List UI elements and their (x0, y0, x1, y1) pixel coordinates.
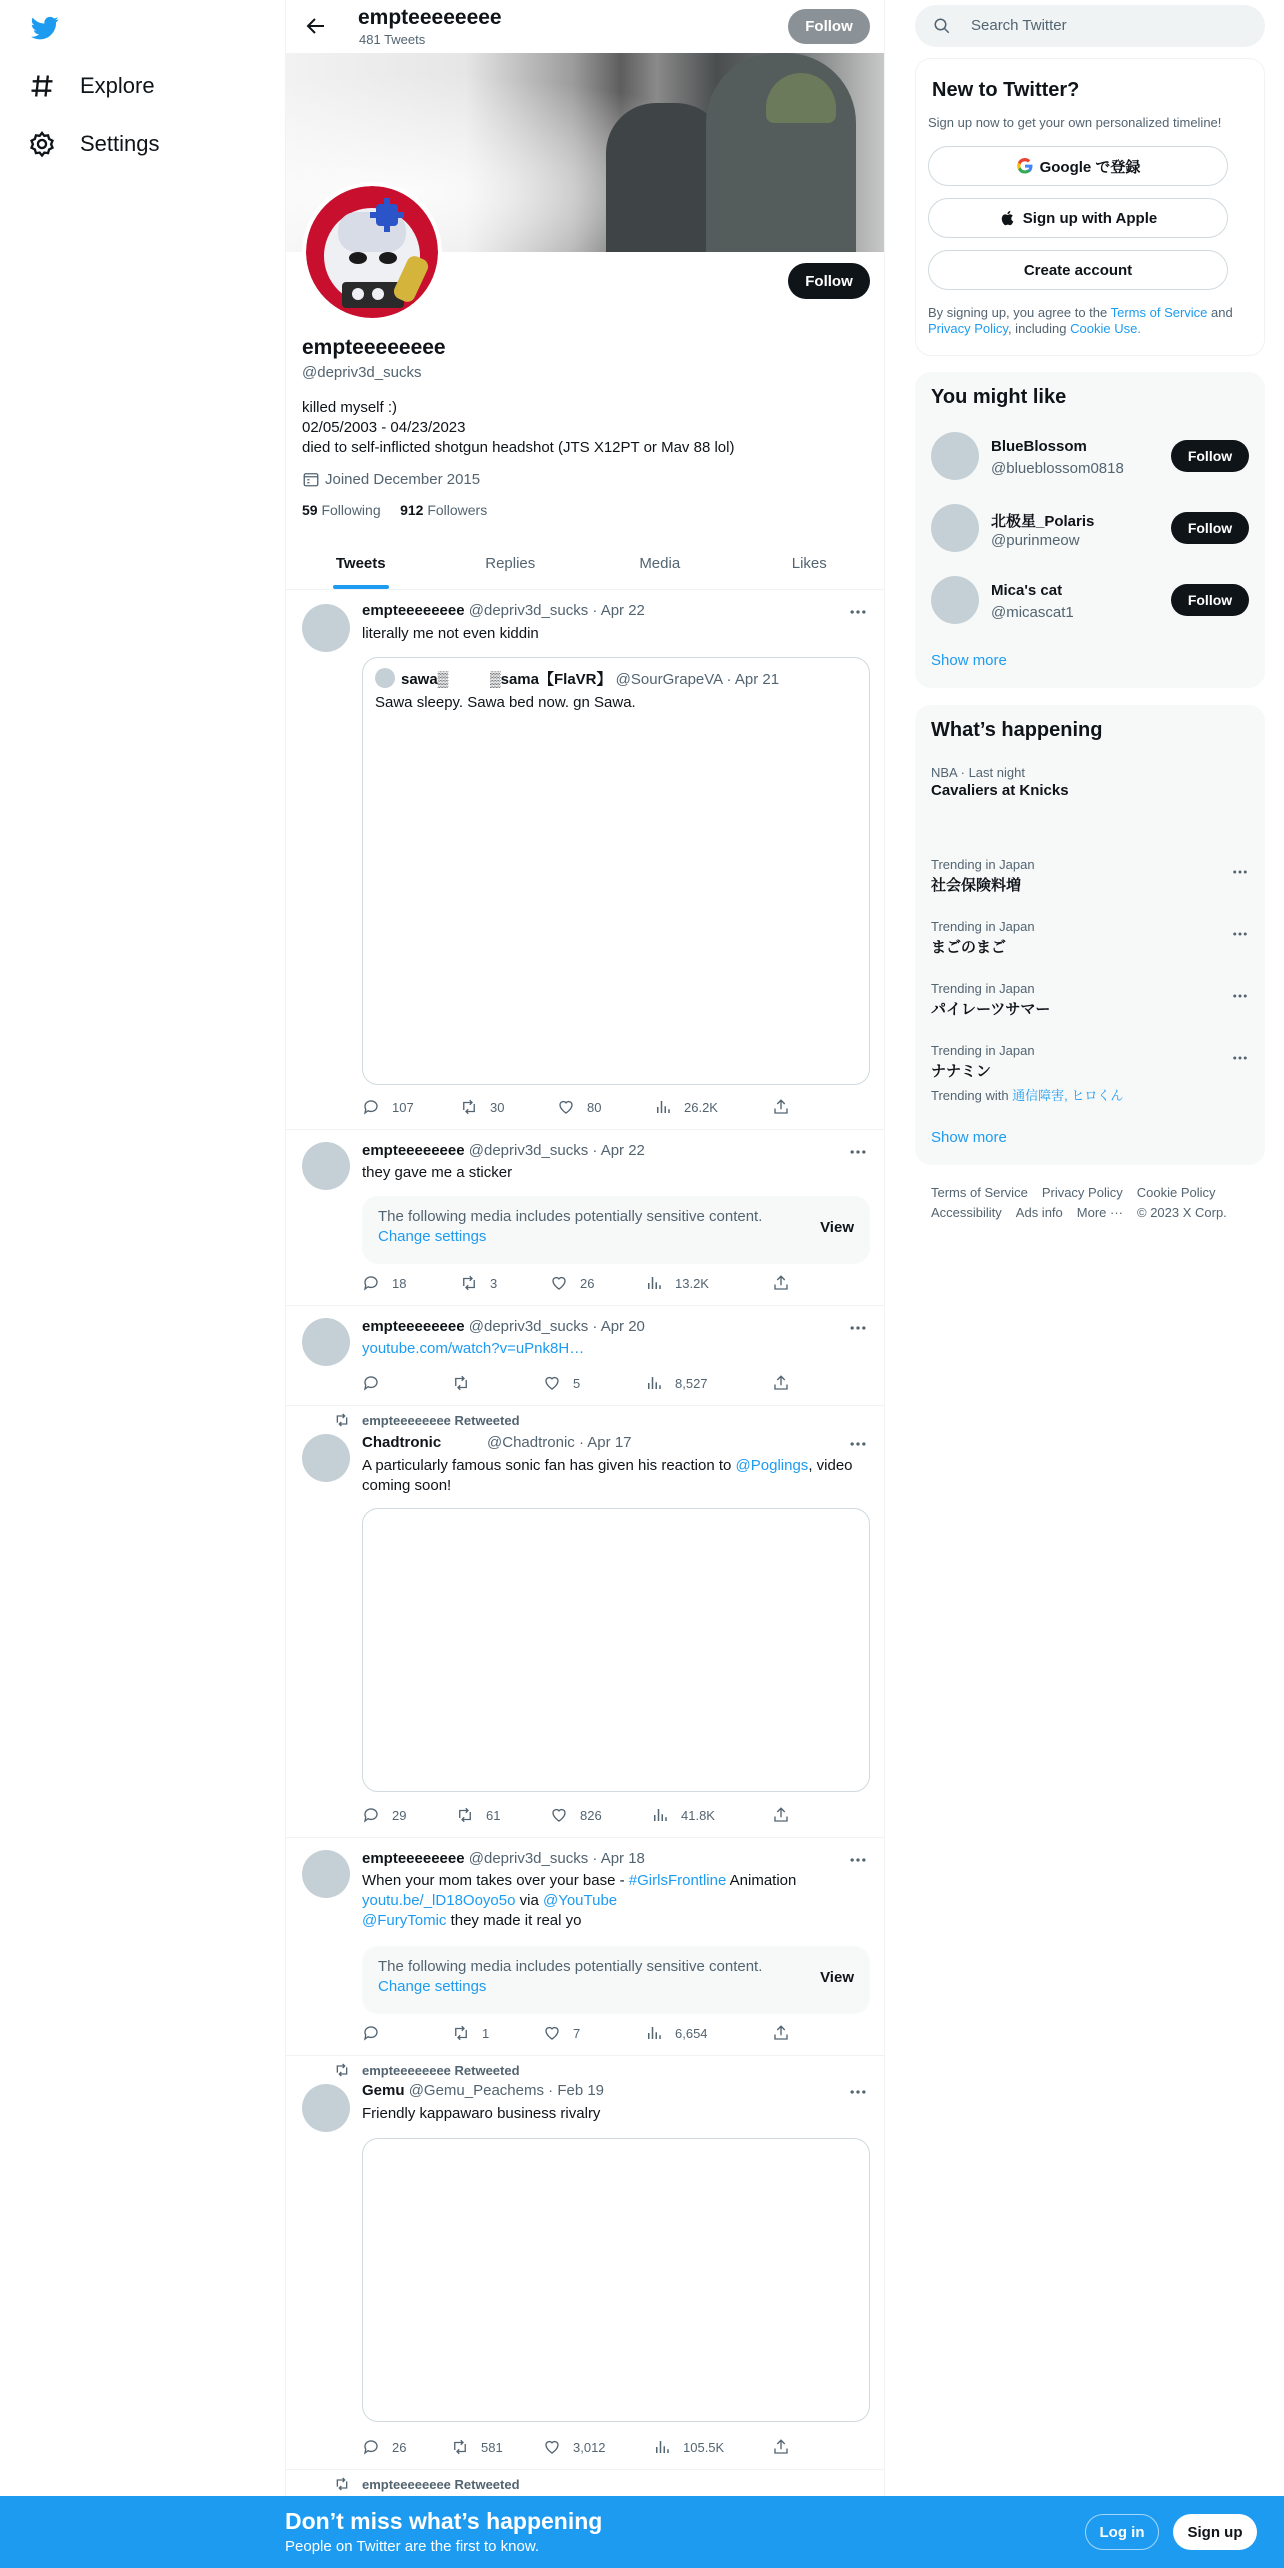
bio-line: killed myself :) (302, 399, 398, 416)
share-button[interactable] (772, 1374, 802, 1392)
more-icon[interactable] (848, 2082, 868, 2102)
retweet-button[interactable]: 3 (460, 1274, 497, 1292)
nav-explore-label: Explore (80, 73, 155, 98)
view-button[interactable]: View (820, 1219, 854, 1236)
tweet-text: Friendly kappawaro business rivalry (362, 2105, 601, 2122)
suggested-user-name: Mica's cat (991, 582, 1063, 599)
tweet[interactable] (286, 1130, 884, 1306)
tweet-actions (362, 1274, 802, 1294)
views-chart-icon (654, 1098, 672, 1116)
mention-link[interactable]: @Poglings (735, 1457, 809, 1474)
retweet-button[interactable]: 1 (452, 2024, 489, 2042)
avatar[interactable] (302, 2084, 350, 2132)
trend-name: ナナミン (931, 1063, 992, 1080)
author-handle[interactable]: @depriv3d_sucks (468, 602, 589, 619)
create-account-button[interactable]: Create account (928, 250, 1228, 290)
profile-handle: @depriv3d_sucks (302, 364, 422, 381)
following-link[interactable]: 59 Following (302, 502, 381, 518)
share-button[interactable] (772, 1274, 802, 1292)
media-attachment[interactable] (362, 2138, 870, 2422)
header-tweet-count: 481 Tweets (359, 32, 426, 47)
tab-media[interactable]: Media (639, 554, 681, 572)
trend-context: Trending in Japan (931, 981, 1035, 996)
trend-with-links[interactable]: 通信障害, ヒロくん (1012, 1088, 1124, 1103)
author-handle[interactable]: @depriv3d_sucks (468, 1318, 589, 1335)
reply-icon (362, 1274, 380, 1292)
profile-tabs (286, 537, 884, 590)
terms-link[interactable]: Terms of Service (1110, 305, 1208, 320)
author-handle[interactable]: @Chadtronic (487, 1434, 575, 1451)
share-icon (772, 1274, 790, 1292)
views-button[interactable]: 13.2K (645, 1274, 709, 1292)
trend-item[interactable] (931, 857, 1249, 895)
twitter-bird-icon[interactable] (28, 14, 62, 42)
tweet[interactable] (286, 1306, 884, 1406)
like-button[interactable]: 826 (550, 1806, 602, 1824)
nav-settings-label: Settings (80, 131, 160, 156)
login-button[interactable]: Log in (1085, 2514, 1159, 2550)
reply-icon (362, 2438, 380, 2456)
share-icon (772, 1374, 790, 1392)
show-more-link[interactable]: Show more (931, 652, 1007, 669)
avatar[interactable] (931, 432, 979, 480)
avatar[interactable] (302, 604, 350, 652)
views-chart-icon (645, 1374, 663, 1392)
views-button[interactable]: 105.5K (653, 2438, 724, 2456)
mention-link[interactable]: @FuryTomic (362, 1912, 447, 1929)
nav-explore[interactable] (28, 66, 155, 106)
show-more-link[interactable]: Show more (931, 1129, 1007, 1146)
more-icon[interactable] (848, 1142, 868, 1162)
tweet-date[interactable]: · Apr 20 (592, 1318, 645, 1335)
search-box[interactable] (915, 5, 1265, 47)
bio-line: 02/05/2003 - 04/23/2023 (302, 419, 466, 436)
trends-title: What’s happening (931, 719, 1103, 741)
signup-button[interactable]: Sign up (1173, 2514, 1257, 2550)
share-button[interactable] (772, 1098, 802, 1116)
sensitive-text: The following media includes potentially sensitive content. (378, 1208, 763, 1225)
retweet-icon (334, 1412, 350, 1428)
author-name[interactable]: empteeeeeeee (362, 1142, 465, 1159)
apple-icon (999, 209, 1017, 227)
reply-button[interactable] (362, 2024, 392, 2042)
heart-icon (557, 1098, 575, 1116)
nav-settings[interactable] (28, 124, 160, 164)
bottom-bar-title: Don’t miss what’s happening (285, 2508, 603, 2534)
footer-links (931, 1183, 1251, 1223)
retweeted-by: empteeeeeeee Retweeted (334, 1412, 520, 1428)
avatar[interactable] (302, 1318, 350, 1366)
reply-icon (362, 2024, 380, 2042)
suggested-user-handle: @micascat1 (991, 604, 1074, 621)
like-button[interactable]: 26 (550, 1274, 594, 1292)
trend-item[interactable] (931, 919, 1249, 957)
trend-context: Trending in Japan (931, 1043, 1035, 1058)
retweet-icon (456, 1806, 474, 1824)
views-chart-icon (645, 2024, 663, 2042)
retweet-button[interactable]: 61 (456, 1806, 500, 1824)
copyright: © 2023 X Corp. (1137, 1205, 1227, 1220)
trend-name: まごのまご (931, 939, 1007, 956)
new-title: New to Twitter? (932, 79, 1080, 101)
share-icon (772, 1098, 790, 1116)
change-settings-link[interactable]: Change settings (378, 1978, 487, 1995)
tab-replies[interactable]: Replies (485, 554, 536, 572)
trend-context: Trending in Japan (931, 919, 1035, 934)
footer-link[interactable]: Accessibility (931, 1205, 1002, 1220)
views-button[interactable]: 6,654 (645, 2024, 708, 2042)
tweet-date[interactable]: · Apr 18 (592, 1850, 645, 1867)
profile-column (285, 0, 885, 2568)
reply-icon (362, 1098, 380, 1116)
more-icon[interactable] (848, 1434, 868, 1454)
left-nav (0, 0, 285, 2568)
trend-name: パイレーツサマー (931, 1001, 1051, 1018)
sensitive-media-warning (362, 1196, 870, 1264)
suggested-user-name: BlueBlossom (991, 438, 1087, 455)
legal-text: By signing up, you agree to the Terms of Service and Privacy Policy, including Cookie Use. (928, 305, 1233, 336)
trend-item[interactable] (931, 765, 1249, 799)
youtube-link[interactable]: youtu.be/_lD18Ooyo5o (362, 1892, 516, 1909)
profile-bio (302, 398, 734, 458)
reply-icon (362, 1806, 380, 1824)
share-button[interactable] (772, 2024, 802, 2042)
heart-icon (543, 2024, 561, 2042)
reply-button[interactable] (362, 1374, 392, 1392)
tweet-date[interactable]: · Feb 19 (548, 2082, 605, 2099)
calendar-icon (302, 470, 320, 488)
reply-button[interactable]: 29 (362, 1806, 406, 1824)
tweet-text (362, 1339, 870, 1359)
wtf-title: You might like (931, 386, 1067, 408)
new-subtitle: Sign up now to get your own personalized timeline! (928, 115, 1222, 130)
views-button[interactable]: 8,527 (645, 1374, 708, 1392)
retweet-icon (460, 1274, 478, 1292)
joined-label: Joined December 2015 (325, 470, 481, 488)
avatar[interactable] (302, 1142, 350, 1190)
profile-header-bar (286, 0, 884, 53)
tweet[interactable] (286, 1838, 884, 2056)
tweet-text: When your mom takes over your base - #GirlsFrontline Animation youtu.be/_lD18Ooyo5o via @YouTube @FuryTomic they made it real yo (362, 1872, 797, 1929)
tweet-header (362, 1850, 645, 1867)
mention-link[interactable]: @YouTube (542, 1892, 618, 1909)
hashtag-icon (28, 72, 56, 100)
trend-item[interactable] (931, 981, 1249, 1019)
footer-link[interactable]: Ads info (1015, 1205, 1063, 1220)
suggested-user-handle: @purinmeow (991, 532, 1080, 549)
reply-icon (362, 1374, 380, 1392)
tweet-date[interactable]: · Apr 17 (578, 1434, 632, 1451)
tweet-header (362, 1142, 645, 1159)
retweeted-by: empteeeeeeee Retweeted (334, 2062, 520, 2078)
tweet-actions (362, 1374, 802, 1394)
retweeted-by: empteeeeeeee Retweeted (334, 2476, 520, 2492)
tweet-header (362, 2082, 604, 2099)
heart-icon (550, 1806, 568, 1824)
views-chart-icon (651, 1806, 669, 1824)
share-icon (772, 2024, 790, 2042)
tweet-actions (362, 1806, 802, 1826)
retweet-button[interactable] (452, 1374, 482, 1392)
quote-author-handle: @SourGrapeVA (615, 671, 723, 688)
tweet-header (362, 602, 645, 619)
trend-item[interactable] (931, 1043, 1249, 1104)
bio-line: died to self-inflicted shotgun headshot (JTS X12PT or Mav 88 lol) (302, 439, 735, 456)
quoted-tweet[interactable] (362, 657, 870, 1085)
footer-more[interactable]: More ··· (1076, 1205, 1123, 1220)
author-handle[interactable]: @depriv3d_sucks (468, 1850, 589, 1867)
sensitive-media-warning (362, 1946, 870, 2014)
follow-button[interactable]: Follow (1171, 512, 1249, 544)
more-icon[interactable] (1231, 1049, 1249, 1067)
header-follow-button[interactable]: Follow (788, 9, 870, 44)
more-icon[interactable] (848, 602, 868, 622)
more-icon[interactable] (1231, 987, 1249, 1005)
retweet-icon (451, 2438, 469, 2456)
suggested-user-handle: @blueblossom0818 (991, 460, 1124, 477)
author-name[interactable]: Gemu (362, 2082, 405, 2099)
more-icon[interactable] (1231, 925, 1249, 943)
share-button[interactable] (772, 2438, 802, 2456)
views-chart-icon (645, 1274, 663, 1292)
change-settings-link[interactable]: Change settings (378, 1228, 487, 1245)
sensitive-text: The following media includes potentially sensitive content. (378, 1958, 763, 1975)
retweet-button[interactable]: 30 (460, 1098, 504, 1116)
bottom-bar-subtitle: People on Twitter are the first to know. (285, 2538, 540, 2555)
search-icon (933, 17, 951, 35)
tweet-date[interactable]: · Apr 22 (592, 1142, 645, 1159)
tweet-actions (362, 2438, 802, 2458)
trend-name: Cavaliers at Knicks (931, 782, 1069, 799)
google-icon (1016, 157, 1034, 175)
follow-button[interactable]: Follow (1171, 440, 1249, 472)
views-chart-icon (653, 2438, 671, 2456)
suggested-user-name: 北极星_Polaris (991, 513, 1095, 530)
tweet-header (362, 1434, 632, 1451)
author-name[interactable]: empteeeeeeee (362, 602, 465, 619)
like-button[interactable]: 5 (543, 1374, 580, 1392)
hashtag-link[interactable]: #GirlsFrontline (628, 1872, 727, 1889)
tab-tweets[interactable]: Tweets (286, 537, 436, 589)
author-name[interactable]: empteeeeeeee (362, 1318, 465, 1335)
profile-avatar[interactable] (302, 182, 442, 322)
tweet[interactable] (286, 590, 884, 1130)
retweet-icon (334, 2476, 350, 2492)
tweet-text: literally me not even kiddin (362, 625, 539, 642)
author-name[interactable]: empteeeeeeee (362, 1850, 465, 1867)
apple-signup-button[interactable]: Sign up with Apple (928, 198, 1228, 238)
tweet-actions (362, 1098, 802, 1118)
more-icon[interactable] (848, 1850, 868, 1870)
tweet-header (362, 1318, 645, 1335)
tweet[interactable] (286, 1406, 884, 1838)
author-handle[interactable]: @Gemu_Peachems (408, 2082, 544, 2099)
signup-bottom-bar (0, 2496, 1284, 2568)
tweet[interactable] (286, 2056, 884, 2470)
author-name[interactable]: Chadtronic (362, 1434, 442, 1451)
tweet-text: A particularly famous sonic fan has given his reaction to @Poglings, video coming soon! (362, 1457, 853, 1494)
quote-text: Sawa sleepy. Sawa bed now. gn Sawa. (375, 694, 636, 711)
profile-name: empteeeeeeee (302, 336, 446, 359)
tweet-date[interactable]: · Apr 22 (592, 602, 645, 619)
search-placeholder: Search Twitter (971, 17, 1067, 34)
author-handle[interactable]: @depriv3d_sucks (468, 1142, 589, 1159)
media-attachment[interactable] (362, 1508, 870, 1792)
share-button[interactable] (772, 1806, 802, 1824)
quote-header (401, 668, 779, 689)
more-icon[interactable] (1231, 863, 1249, 881)
quote-date: · Apr 21 (726, 671, 780, 688)
trend-context: Trending in Japan (931, 857, 1035, 872)
retweet-icon (452, 1374, 470, 1392)
retweet-icon (452, 2024, 470, 2042)
profile-stats (302, 502, 487, 518)
tweet-text: they gave me a sticker (362, 1164, 513, 1181)
gear-icon (28, 130, 56, 158)
like-button[interactable]: 80 (557, 1098, 601, 1116)
trend-context: NBA · Last night (931, 765, 1025, 780)
retweet-button[interactable]: 581 (451, 2438, 503, 2456)
new-to-twitter-panel (915, 58, 1265, 356)
youtube-link[interactable]: youtube.com/watch?v=uPnk8H… (362, 1340, 585, 1357)
quote-author-name: sawa▒ ▒sama【FlaVR】 (401, 671, 612, 688)
share-icon (772, 2438, 790, 2456)
heart-icon (543, 1374, 561, 1392)
follow-button[interactable]: Follow (1171, 584, 1249, 616)
footer-link[interactable]: Privacy Policy (1041, 1185, 1123, 1200)
avatar[interactable] (931, 504, 979, 552)
google-signup-button[interactable]: Google で登録 (928, 146, 1228, 186)
footer-link[interactable]: Terms of Service (931, 1185, 1028, 1200)
views-button[interactable]: 41.8K (651, 1806, 715, 1824)
suggested-user[interactable] (931, 570, 1249, 630)
like-button[interactable]: 3,012 (543, 2438, 606, 2456)
reply-button[interactable]: 107 (362, 1098, 414, 1116)
footer-link[interactable]: Cookie Policy (1136, 1185, 1216, 1200)
suggested-user[interactable] (931, 498, 1249, 558)
avatar[interactable] (931, 576, 979, 624)
reply-button[interactable]: 26 (362, 2438, 406, 2456)
trend-name: 社会保険料増 (931, 877, 1022, 894)
trend-with: Trending with 通信障害, ヒロくん (931, 1088, 1124, 1103)
followers-link[interactable]: 912 Followers (400, 502, 488, 518)
heart-icon (550, 1274, 568, 1292)
avatar (375, 668, 395, 688)
suggested-user[interactable] (931, 426, 1249, 486)
view-button[interactable]: View (820, 1969, 854, 1986)
views-button[interactable]: 26.2K (654, 1098, 718, 1116)
share-icon (772, 1806, 790, 1824)
cookie-link[interactable]: Cookie Use. (1070, 321, 1141, 336)
who-to-follow-panel (915, 372, 1265, 688)
more-icon[interactable] (848, 1318, 868, 1338)
tweet-actions (362, 2024, 802, 2044)
profile-follow-button[interactable]: Follow (788, 263, 870, 299)
tab-likes[interactable]: Likes (791, 554, 827, 572)
back-arrow-icon[interactable] (304, 14, 328, 38)
avatar[interactable] (302, 1434, 350, 1482)
retweet-icon (334, 2062, 350, 2078)
privacy-link[interactable]: Privacy Policy (928, 321, 1008, 336)
header-name: empteeeeeeee (358, 6, 502, 29)
profile-joined (302, 470, 480, 488)
retweet-icon (460, 1098, 478, 1116)
heart-icon (543, 2438, 561, 2456)
whats-happening-panel (915, 705, 1265, 1165)
like-button[interactable]: 7 (543, 2024, 580, 2042)
reply-button[interactable]: 18 (362, 1274, 406, 1292)
avatar[interactable] (302, 1850, 350, 1898)
